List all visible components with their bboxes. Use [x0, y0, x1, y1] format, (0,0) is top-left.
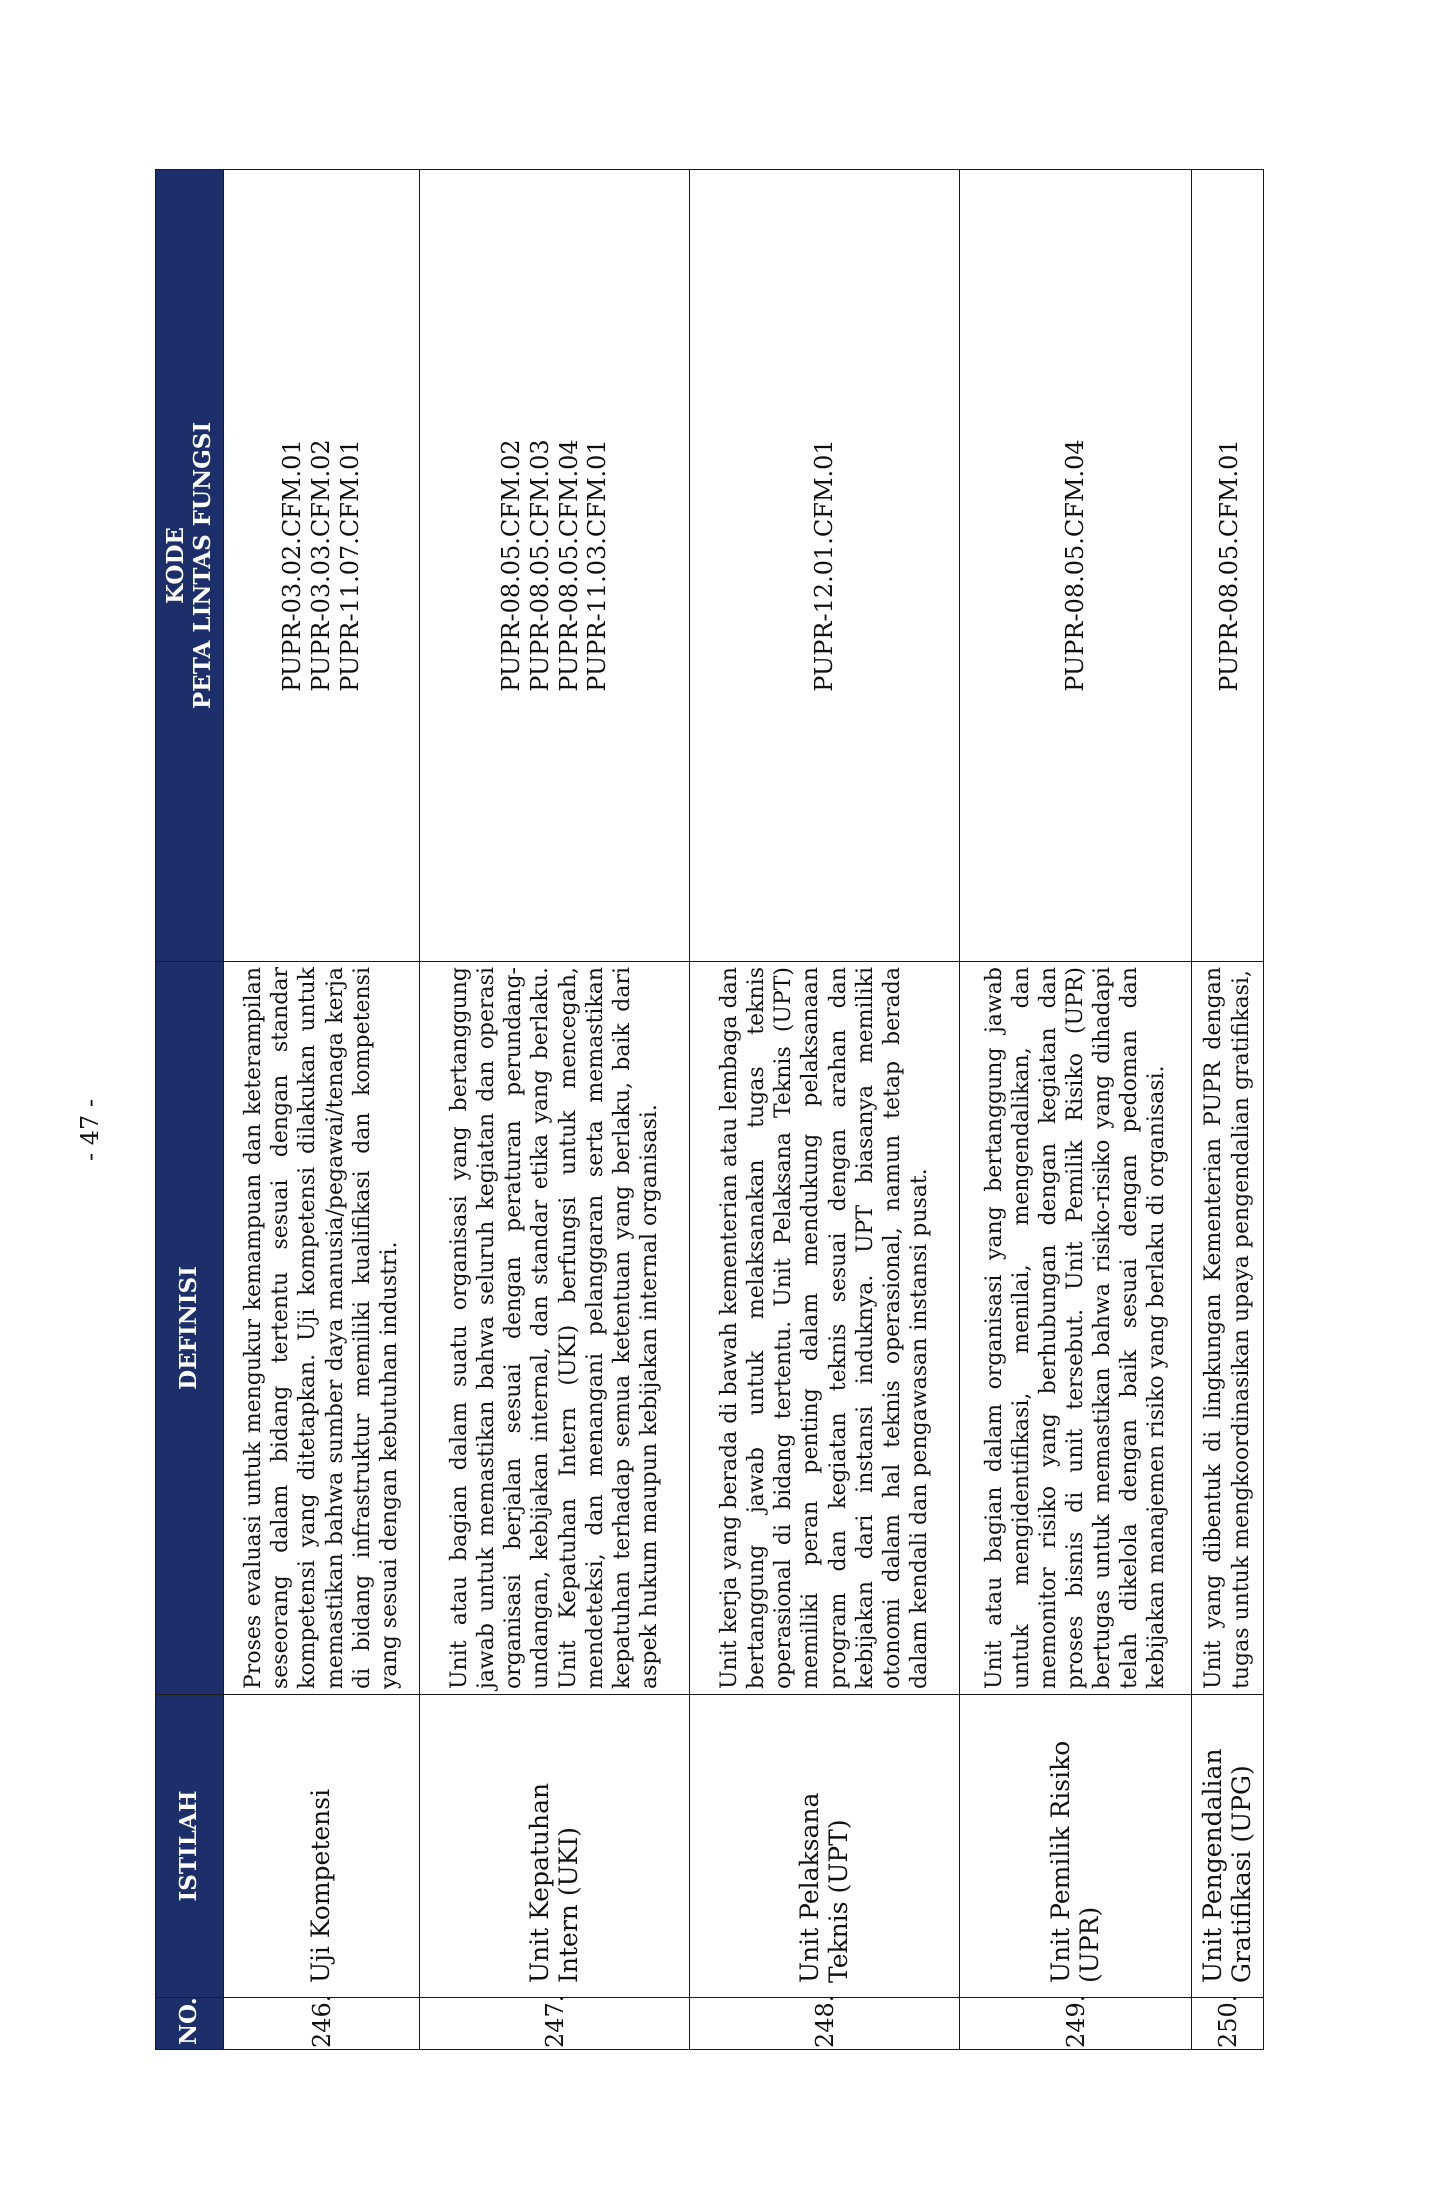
header-no: NO.	[156, 1998, 224, 2050]
row-codes	[960, 170, 1192, 962]
row-code: PUPR-08.05.CFM.03	[525, 439, 554, 692]
row-definition: Unit atau bagian dalam suatu organisasi yang bertanggung jawab untuk memastikan bahwa seluruh kegiatan dan operasi organisasi berjalan sesuai dengan peraturan perundang-undangan, kebijakan internal, dan standar etika yang berlaku. Unit Kepatuhan Intern (UKI) berfungsi untuk mencegah, mendeteksi, dan menangani pelanggaran serta memastikan kepatuhan terhadap semua ketentuan yang berlaku, baik dari aspek hukum maupun kebijakan internal organisasi.	[420, 962, 690, 1695]
row-code: PUPR-03.02.CFM.01	[278, 439, 307, 692]
row-code: PUPR-11.07.CFM.01	[335, 439, 364, 692]
table-row	[960, 170, 1192, 2050]
page-number: - 47 -	[76, 1098, 104, 1161]
row-code: PUPR-08.05.CFM.02	[496, 439, 525, 692]
row-number: 250.	[1192, 1998, 1264, 2050]
row-code: PUPR-11.03.CFM.01	[583, 439, 612, 692]
row-code: PUPR-08.05.CFM.01	[1214, 439, 1243, 692]
row-term: Unit Pelaksana Teknis (UPT)	[690, 1695, 960, 1998]
row-term: Unit Pemilik Risiko (UPR)	[960, 1695, 1192, 1998]
row-number: 247.	[420, 1998, 690, 2050]
table-row	[420, 170, 690, 2050]
row-codes	[690, 170, 960, 962]
row-term: Uji Kompetensi	[224, 1695, 420, 1998]
row-definition: Unit yang dibentuk di lingkungan Kementerian PUPR dengan tugas untuk mengkoordinasikan upaya pengendalian gratifikasi,	[1192, 962, 1264, 1695]
header-kode-line1: KODE	[162, 527, 190, 604]
row-codes	[1192, 170, 1264, 962]
header-kode-line2: PETA LINTAS FUNGSI	[188, 421, 216, 710]
row-number: 248.	[690, 1998, 960, 2050]
definitions-table-rotated	[155, 170, 1263, 2050]
row-code: PUPR-12.01.CFM.01	[810, 439, 839, 692]
row-term: Unit Pengendalian Gratifikasi (UPG)	[1192, 1695, 1264, 1998]
row-definition: Unit kerja yang berada di bawah kementerian atau lembaga dan bertanggung jawab untuk melaksanakan tugas teknis operasional di bidang tertentu. Unit Pelaksana Teknis (UPT) memiliki peran penting dalam mendukung pelaksanaan program dan kegiatan teknis sesuai dengan arahan dan kebijakan dari instansi induknya. UPT biasanya memiliki otonomi dalam hal teknis operasional, namun tetap berada dalam kendali dan pengawasan instansi pusat.	[690, 962, 960, 1695]
header-istilah: ISTILAH	[156, 1695, 224, 1998]
row-definition: Unit atau bagian dalam organisasi yang bertanggung jawab untuk mengidentifikasi, menilai, mengendalikan, dan memonitor risiko yang berhubungan dengan kegiatan dan proses bisnis di unit tersebut. Unit Pemilik Risiko (UPR) bertugas untuk memastikan bahwa risiko-risiko yang dihadapi telah dikelola dengan baik sesuai dengan pedoman dan kebijakan manajemen risiko yang berlaku di organisasi.	[960, 962, 1192, 1695]
table-row	[224, 170, 420, 2050]
header-definisi: DEFINISI	[156, 962, 224, 1695]
row-term: Unit Kepatuhan Intern (UKI)	[420, 1695, 690, 1998]
row-definition: Proses evaluasi untuk mengukur kemampuan dan keterampilan seseorang dalam bidang tertentu sesuai dengan standar kompetensi yang ditetapkan. Uji kompetensi dilakukan untuk memastikan bahwa sumber daya manusia/pegawai/tenaga kerja di bidang infrastruktur memiliki kualifikasi dan kompetensi yang sesuai dengan kebutuhan industri.	[224, 962, 420, 1695]
definitions-table	[155, 169, 1264, 2050]
row-code: PUPR-08.05.CFM.04	[554, 439, 583, 692]
row-codes	[224, 170, 420, 962]
header-kode	[156, 170, 224, 962]
table-row	[690, 170, 960, 2050]
row-code: PUPR-03.03.CFM.02	[307, 439, 336, 692]
row-number: 249.	[960, 1998, 1192, 2050]
table-header-row	[156, 170, 224, 2050]
table-row	[1192, 170, 1264, 2050]
row-code: PUPR-08.05.CFM.04	[1061, 439, 1090, 692]
row-codes	[420, 170, 690, 962]
row-number: 246.	[224, 1998, 420, 2050]
